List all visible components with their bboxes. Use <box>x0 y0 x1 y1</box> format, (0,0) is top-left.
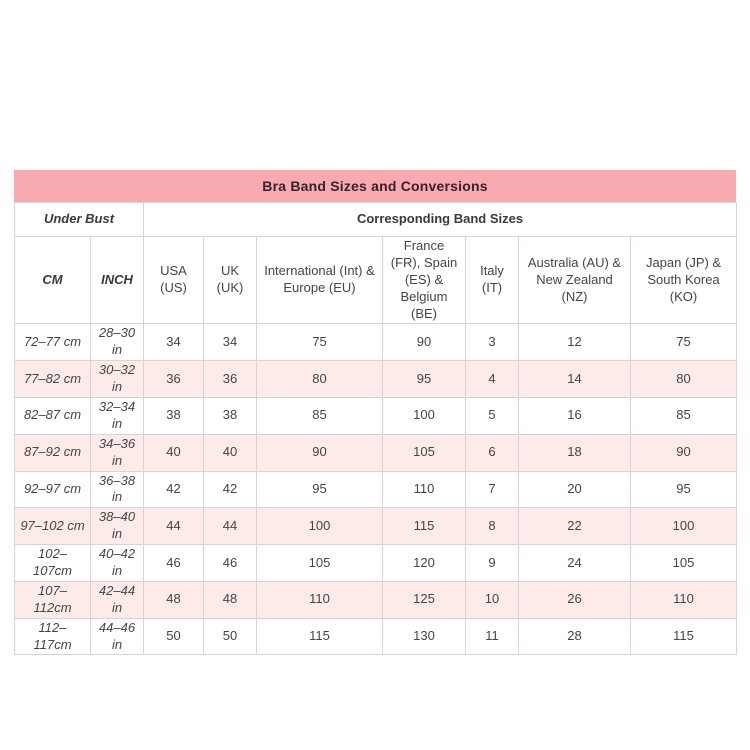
under-bust-group-header: Under Bust <box>15 203 144 237</box>
table-cell: 95 <box>631 471 737 508</box>
table-row <box>15 324 737 361</box>
table-cell: 26 <box>519 581 631 618</box>
col-header-australia-nz: Australia (AU) & New Zealand (NZ) <box>519 237 631 324</box>
table-cell: 105 <box>383 434 466 471</box>
table-row <box>15 545 737 582</box>
table-cell: 90 <box>257 434 383 471</box>
table-title: Bra Band Sizes and Conversions <box>14 170 736 202</box>
table-cell: 95 <box>383 361 466 398</box>
table-cell: 36–38 in <box>91 471 144 508</box>
table-cell: 28–30 in <box>91 324 144 361</box>
table-cell: 110 <box>383 471 466 508</box>
table-cell: 14 <box>519 361 631 398</box>
table-cell: 48 <box>144 581 204 618</box>
table-cell: 9 <box>466 545 519 582</box>
table-cell: 107–112cm <box>15 581 91 618</box>
col-header-cm: CM <box>15 237 91 324</box>
table-cell: 42 <box>204 471 257 508</box>
group-header-row <box>15 203 737 237</box>
table-cell: 16 <box>519 398 631 435</box>
table-cell: 38 <box>204 398 257 435</box>
table-cell: 18 <box>519 434 631 471</box>
table-row <box>15 581 737 618</box>
table-cell: 110 <box>257 581 383 618</box>
table-cell: 38 <box>144 398 204 435</box>
col-header-uk: UK (UK) <box>204 237 257 324</box>
table-cell: 40 <box>204 434 257 471</box>
table-cell: 115 <box>383 508 466 545</box>
table-cell: 115 <box>257 618 383 655</box>
table-cell: 80 <box>257 361 383 398</box>
table-cell: 34–36 in <box>91 434 144 471</box>
table-cell: 100 <box>631 508 737 545</box>
table-cell: 32–34 in <box>91 398 144 435</box>
table-cell: 72–77 cm <box>15 324 91 361</box>
table-cell: 105 <box>257 545 383 582</box>
table-cell: 42 <box>144 471 204 508</box>
col-header-france-spain-belgium: France (FR), Spain (ES) & Belgium (BE) <box>383 237 466 324</box>
conversion-table <box>14 202 737 655</box>
table-cell: 97–102 cm <box>15 508 91 545</box>
table-cell: 112–117cm <box>15 618 91 655</box>
table-cell: 85 <box>257 398 383 435</box>
table-cell: 100 <box>257 508 383 545</box>
table-cell: 46 <box>144 545 204 582</box>
table-row <box>15 508 737 545</box>
table-cell: 75 <box>257 324 383 361</box>
table-cell: 22 <box>519 508 631 545</box>
table-cell: 50 <box>144 618 204 655</box>
table-cell: 36 <box>144 361 204 398</box>
table-row <box>15 471 737 508</box>
table-cell: 28 <box>519 618 631 655</box>
table-cell: 125 <box>383 581 466 618</box>
table-cell: 115 <box>631 618 737 655</box>
table-row <box>15 618 737 655</box>
table-cell: 5 <box>466 398 519 435</box>
table-cell: 110 <box>631 581 737 618</box>
table-cell: 4 <box>466 361 519 398</box>
table-cell: 120 <box>383 545 466 582</box>
table-cell: 130 <box>383 618 466 655</box>
table-cell: 36 <box>204 361 257 398</box>
table-cell: 7 <box>466 471 519 508</box>
table-cell: 92–97 cm <box>15 471 91 508</box>
table-cell: 30–32 in <box>91 361 144 398</box>
table-cell: 82–87 cm <box>15 398 91 435</box>
table-cell: 10 <box>466 581 519 618</box>
table-cell: 34 <box>144 324 204 361</box>
table-cell: 38–40 in <box>91 508 144 545</box>
table-cell: 46 <box>204 545 257 582</box>
table-cell: 44 <box>204 508 257 545</box>
bra-size-conversion-table <box>14 170 736 655</box>
table-body <box>15 324 737 655</box>
table-cell: 77–82 cm <box>15 361 91 398</box>
table-cell: 11 <box>466 618 519 655</box>
table-cell: 87–92 cm <box>15 434 91 471</box>
col-header-japan-korea: Japan (JP) & South Korea (KO) <box>631 237 737 324</box>
col-header-inch: INCH <box>91 237 144 324</box>
table-row <box>15 361 737 398</box>
col-header-italy: Italy (IT) <box>466 237 519 324</box>
table-cell: 8 <box>466 508 519 545</box>
table-cell: 6 <box>466 434 519 471</box>
table-cell: 40 <box>144 434 204 471</box>
table-cell: 42–44 in <box>91 581 144 618</box>
table-cell: 20 <box>519 471 631 508</box>
table-cell: 90 <box>383 324 466 361</box>
table-cell: 48 <box>204 581 257 618</box>
table-row <box>15 398 737 435</box>
corresponding-band-sizes-group-header: Corresponding Band Sizes <box>144 203 737 237</box>
table-cell: 12 <box>519 324 631 361</box>
table-cell: 102–107cm <box>15 545 91 582</box>
table-cell: 24 <box>519 545 631 582</box>
col-header-international-europe: International (Int) & Europe (EU) <box>257 237 383 324</box>
table-cell: 40–42 in <box>91 545 144 582</box>
table-cell: 85 <box>631 398 737 435</box>
table-cell: 105 <box>631 545 737 582</box>
table-cell: 50 <box>204 618 257 655</box>
table-cell: 90 <box>631 434 737 471</box>
table-row <box>15 434 737 471</box>
table-cell: 3 <box>466 324 519 361</box>
table-cell: 100 <box>383 398 466 435</box>
table-cell: 44–46 in <box>91 618 144 655</box>
table-cell: 95 <box>257 471 383 508</box>
table-cell: 34 <box>204 324 257 361</box>
table-cell: 44 <box>144 508 204 545</box>
table-cell: 75 <box>631 324 737 361</box>
column-header-row <box>15 237 737 324</box>
table-cell: 80 <box>631 361 737 398</box>
col-header-usa: USA (US) <box>144 237 204 324</box>
